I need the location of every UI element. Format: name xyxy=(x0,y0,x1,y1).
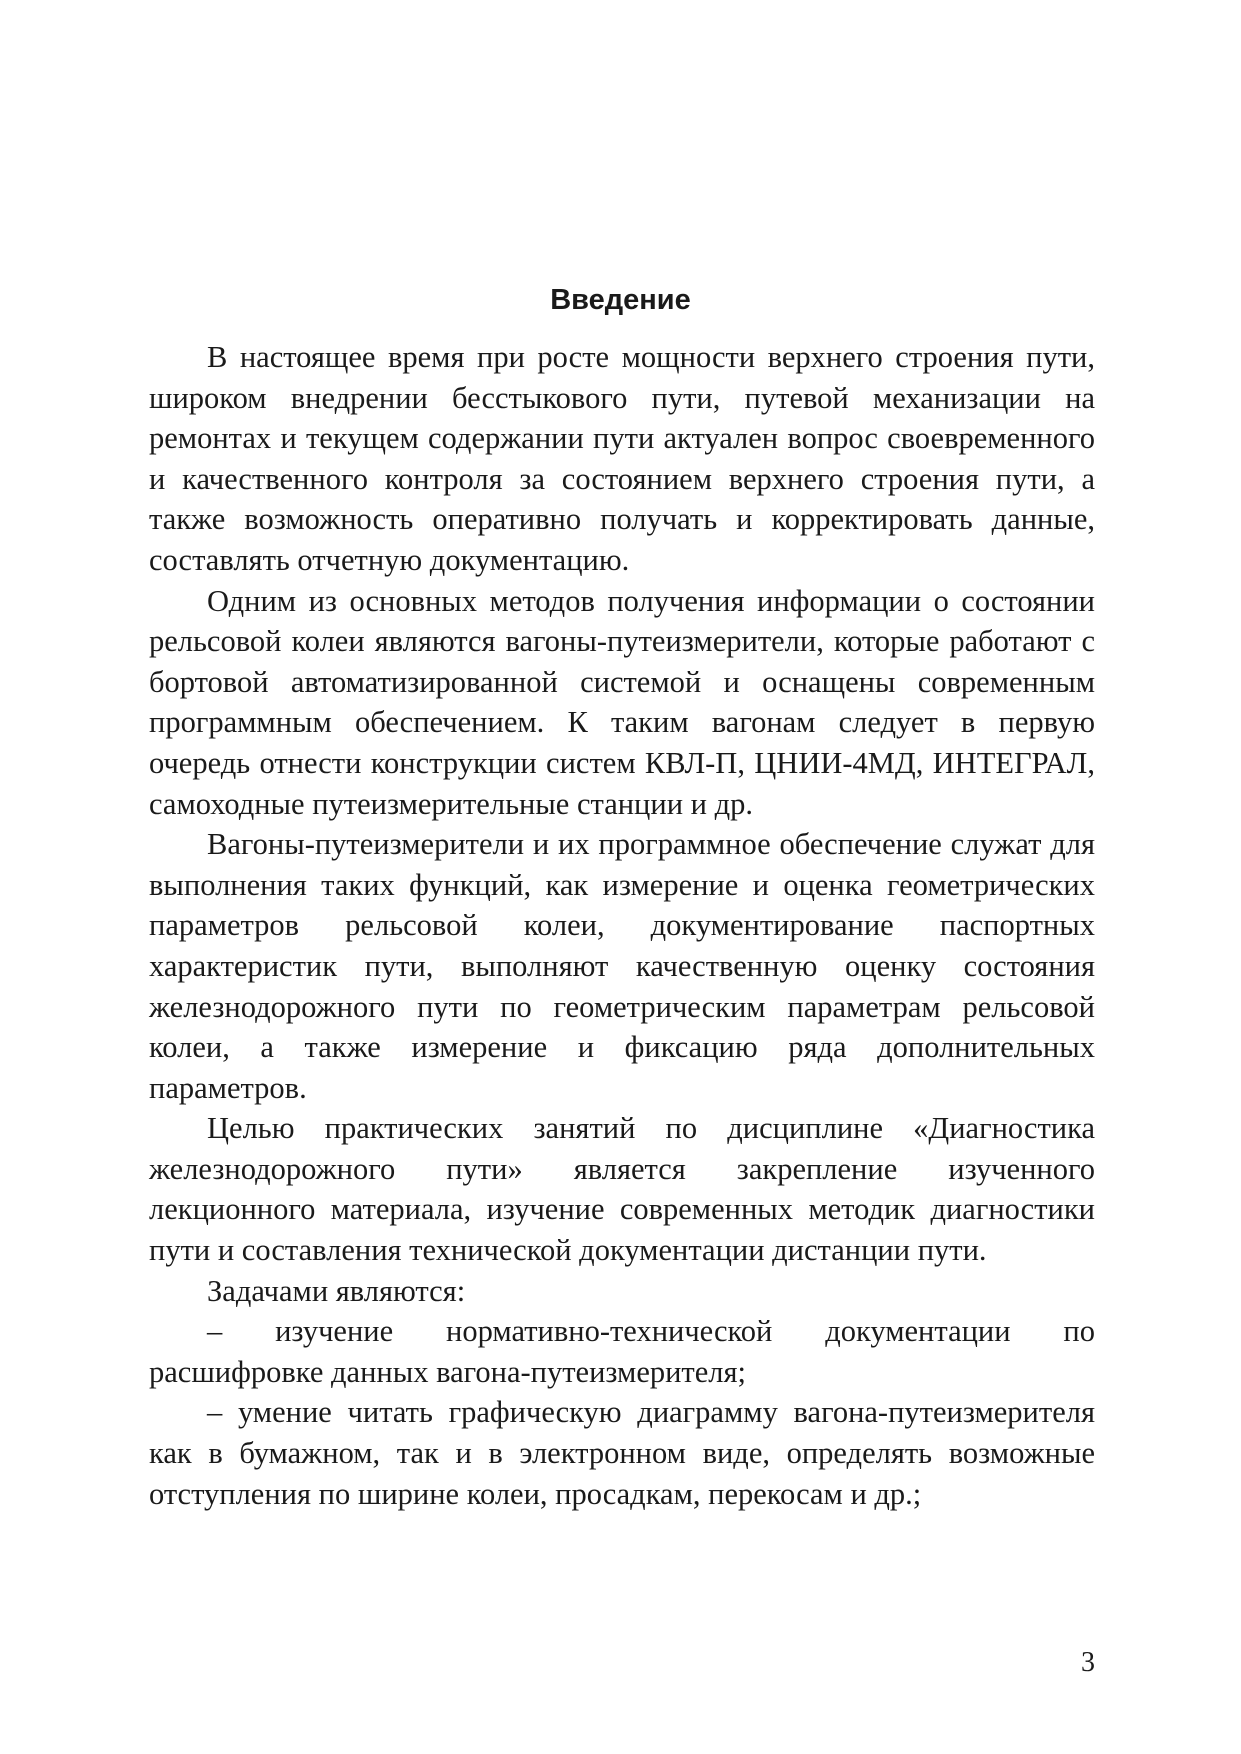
body-text xyxy=(149,337,1095,1514)
paragraph-3: Вагоны-путеизмерители и их программное обеспечение служат для выполнения таких функций, как измерение и оценка геометрических параметров рельсовой колеи, документирование паспортных характеристик пути, выполняют качественную оценку состояния железнодорожного пути по геометрическим параметрам рельсовой колеи, а также измерение и фиксацию ряда дополнительных параметров. xyxy=(149,827,1095,1105)
task-item-1: – изучение нормативно-технической документации по расшифровке данных вагона-путеизмерителя; xyxy=(149,1314,1095,1389)
page-title: Введение xyxy=(550,284,691,316)
page-number: 3 xyxy=(1081,1647,1095,1678)
paragraph-4: Целью практических занятий по дисциплине «Диагностика железнодорожного пути» является закрепление изученного лекционного материала, изучение современных методик диагностики пути и составления технической документации дистанции пути. xyxy=(149,1111,1095,1268)
paragraph-1: В настоящее время при росте мощности верхнего строения пути, широком внедрении бесстыкового пути, путевой механизации на ремонтах и текущем содержании пути актуален вопрос своевременного и качественного контроля за состоянием верхнего строения пути, а также возможность оперативно получать и корректировать данные, составлять отчетную документацию. xyxy=(149,340,1095,577)
task-item-2: – умение читать графическую диаграмму вагона-путеизмерителя как в бумажном, так и в электронном виде, определять возможные отступления по ширине колеи, просадкам, перекосам и др.; xyxy=(149,1395,1095,1511)
tasks-intro: Задачами являются: xyxy=(207,1273,466,1308)
paragraph-2: Одним из основных методов получения информации о состоянии рельсовой колеи являются вагоны-путеизмерители, которые работают с бортовой автоматизированной системой и оснащены современным программным обеспечением. К таким вагонам следует в первую очередь отнести конструкции систем КВЛ-П, ЦНИИ-4МД, ИНТЕГРАЛ, самоходные путеизмерительные станции и др. xyxy=(149,583,1095,821)
